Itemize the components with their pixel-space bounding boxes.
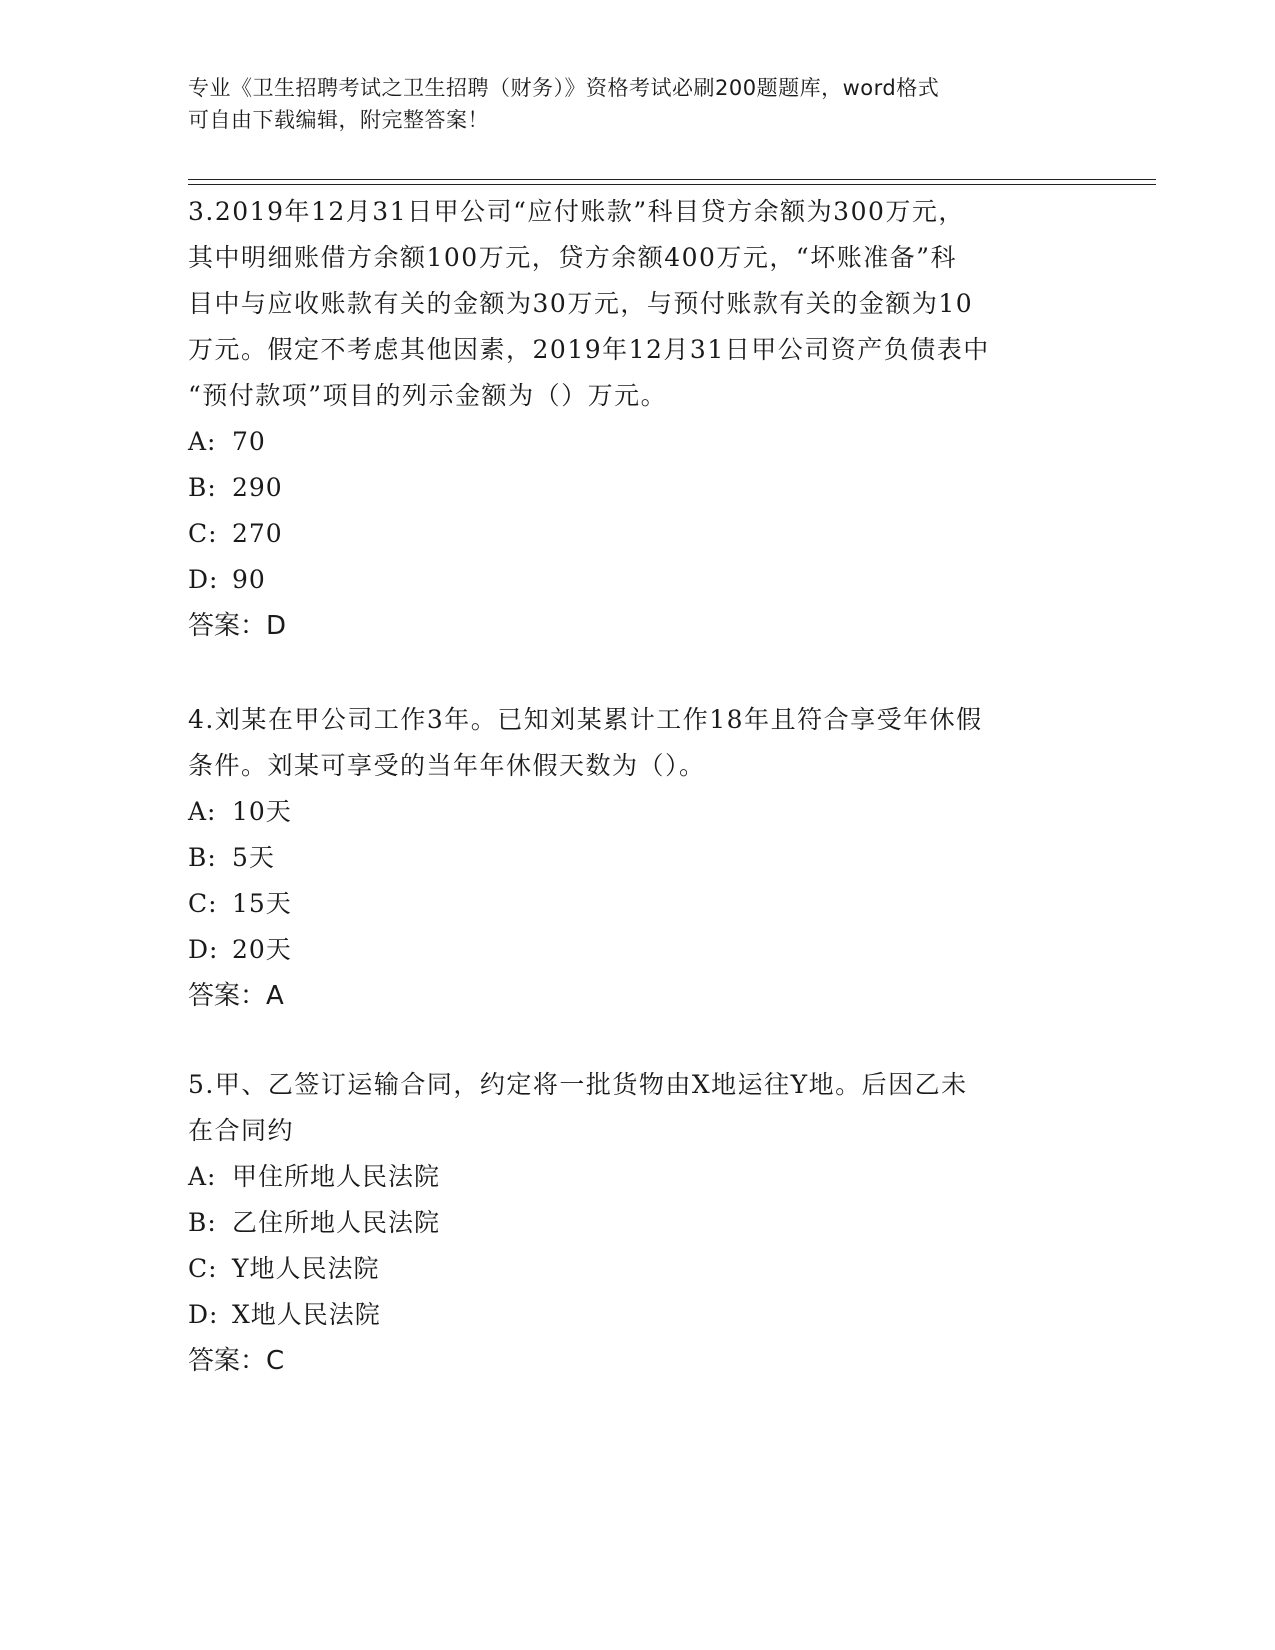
header-line: 专业《卫生招聘考试之卫生招聘（财务）》资格考试必刷200题题库，word格式	[188, 76, 940, 100]
stem-line: 4.刘某在甲公司工作3年。已知刘某累计工作18年且符合享受年休假	[188, 705, 983, 734]
option-b	[188, 1200, 1088, 1246]
stem-line: 万元。假定不考虑其他因素，2019年12月31日甲公司资产负债表中	[188, 335, 990, 364]
option-a	[188, 419, 1088, 465]
option-d	[188, 557, 1088, 603]
option-b	[188, 835, 1088, 881]
option-text: 90	[232, 565, 266, 594]
option-c	[188, 881, 1088, 927]
option-d	[188, 1292, 1088, 1338]
option-key: A:	[188, 797, 217, 826]
option-c	[188, 511, 1088, 557]
option-key: A:	[188, 1162, 217, 1191]
stem-line: 目中与应收账款有关的金额为30万元，与预付账款有关的金额为10	[188, 289, 974, 318]
option-text: 甲住所地人民法院	[232, 1162, 441, 1191]
option-key: C:	[188, 1254, 218, 1283]
option-a	[188, 1154, 1088, 1200]
option-text: 10天	[232, 797, 292, 826]
question-3	[188, 189, 1088, 649]
question-4	[188, 697, 1088, 1019]
header-divider	[188, 184, 1156, 185]
question-stem	[188, 1062, 1088, 1154]
question-stem	[188, 189, 1088, 419]
stem-line: “预付款项”项目的列示金额为（）万元。	[188, 381, 668, 410]
option-a	[188, 789, 1088, 835]
option-text: X地人民法院	[232, 1300, 381, 1329]
option-key: B:	[188, 473, 217, 502]
option-text: 270	[232, 519, 283, 548]
document-header	[188, 72, 1068, 136]
option-text: 乙住所地人民法院	[232, 1208, 441, 1237]
stem-line: 在合同约	[188, 1116, 295, 1145]
header-line: 可自由下载编辑，附完整答案！	[188, 108, 489, 132]
answer-line: 答案：C	[188, 1346, 285, 1376]
option-text: 20天	[232, 935, 292, 964]
answer-line: 答案：A	[188, 981, 284, 1011]
answer-line: 答案：D	[188, 611, 287, 641]
stem-line: 3.2019年12月31日甲公司“应付账款”科目贷方余额为300万元，	[188, 197, 965, 226]
option-key: D:	[188, 565, 219, 594]
stem-line: 5.甲、乙签订运输合同，约定将一批货物由X地运往Y地。后因乙未	[188, 1070, 968, 1099]
question-5	[188, 1062, 1088, 1384]
option-text: 70	[232, 427, 266, 456]
option-text: 15天	[232, 889, 292, 918]
option-key: A:	[188, 427, 217, 456]
option-d	[188, 927, 1088, 973]
option-text: 290	[232, 473, 283, 502]
option-key: C:	[188, 889, 218, 918]
stem-line: 条件。刘某可享受的当年年休假天数为（）。	[188, 751, 706, 780]
option-text: 5天	[232, 843, 275, 872]
option-key: B:	[188, 843, 217, 872]
stem-line: 其中明细账借方余额100万元，贷方余额400万元，“坏账准备”科	[188, 243, 957, 272]
option-key: D:	[188, 935, 219, 964]
question-stem	[188, 697, 1088, 789]
header-divider	[188, 179, 1156, 180]
option-key: B:	[188, 1208, 217, 1237]
option-key: C:	[188, 519, 218, 548]
option-b	[188, 465, 1088, 511]
option-key: D:	[188, 1300, 219, 1329]
option-text: Y地人民法院	[232, 1254, 380, 1283]
option-c	[188, 1246, 1088, 1292]
